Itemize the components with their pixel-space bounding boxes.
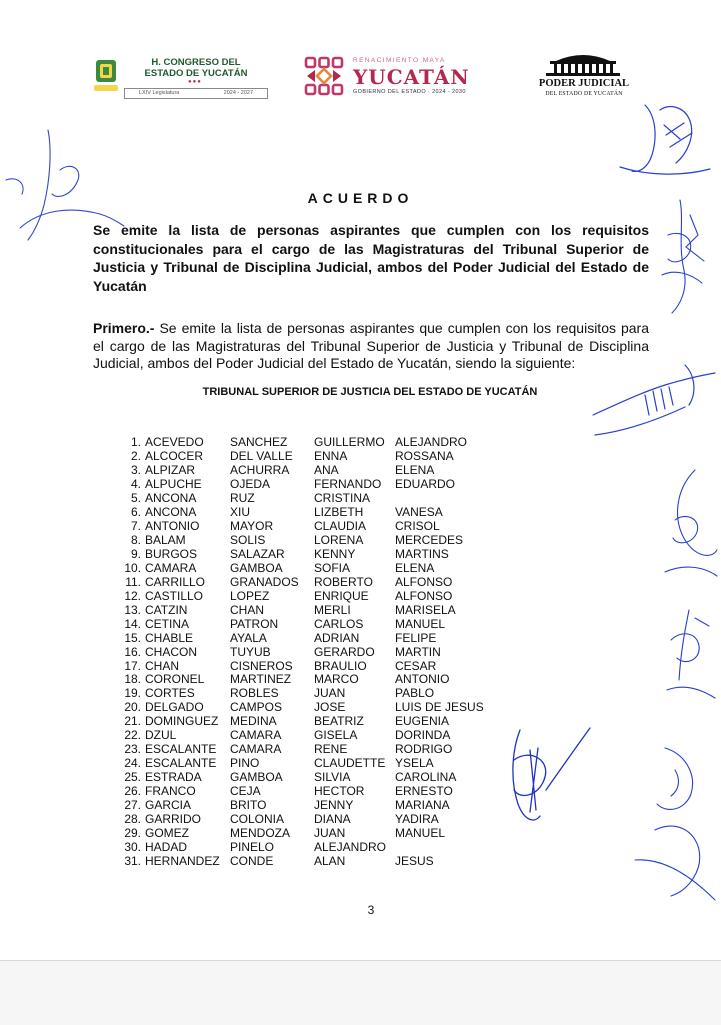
candidate-nombre: JUAN [314,686,346,701]
candidate-segundo-nombre: MARIANA [395,798,450,813]
candidate-apellido-paterno: ANCONA [145,490,197,505]
candidate-apellido-paterno: ESTRADA [145,770,202,785]
candidate-number: 14. [124,616,141,631]
section-title: TRIBUNAL SUPERIOR DE JUSTICIA DEL ESTADO DE YUCATÁN [202,386,538,398]
candidate-nombre: GUILLERMO [314,435,385,449]
signature-right-1-icon [650,195,721,320]
candidate-apellido-paterno: GARCIA [145,798,192,813]
candidate-apellido-materno: BRITO [230,798,267,813]
candidate-nombre: MARCO [314,672,359,687]
candidate-nombre: CRISTINA [314,490,371,505]
candidate-number: 19. [124,686,141,701]
candidate-apellido-materno: CAMARA [230,742,282,757]
candidate-nombre: JUAN [314,826,346,841]
candidate-segundo-nombre: EUGENIA [395,714,450,729]
poder-judicial-logo [538,52,630,106]
candidate-number: 31. [124,854,141,869]
candidate-apellido-paterno: ACEVEDO [145,435,204,449]
candidate-apellido-paterno: ALCOCER [145,448,204,463]
candidate-apellido-paterno: ALPIZAR [145,462,196,477]
candidate-apellido-paterno: CHABLE [145,630,194,645]
candidate-nombre: ENNA [314,448,348,463]
candidate-number: 6. [130,504,141,519]
candidate-apellido-materno: DEL VALLE [230,448,293,463]
candidate-number: 4. [130,476,141,491]
candidate-number: 30. [124,840,141,855]
congreso-legislature-bar [124,88,268,99]
candidate-number: 25. [124,770,141,785]
candidate-apellido-materno: COLONIA [230,812,285,827]
candidate-number: 2. [130,448,141,463]
candidate-apellido-materno: MARTINEZ [230,672,292,687]
page-bottom-margin [0,960,721,1025]
candidate-apellido-paterno: CHACON [145,644,198,659]
candidate-segundo-nombre: MANUEL [395,616,446,631]
candidate-segundo-nombre: ANTONIO [395,672,450,687]
candidate-apellido-paterno: GARRIDO [145,812,202,827]
candidate-number: 9. [130,546,141,561]
candidate-segundo-nombre: MARTIN [395,644,441,659]
candidate-number: 18. [124,672,141,687]
candidate-apellido-paterno: DOMINGUEZ [145,714,219,729]
yucatan-emblem-icon [303,55,345,97]
candidate-segundo-nombre: CAROLINA [395,770,457,785]
candidate-nombre: ALAN [314,854,346,869]
candidate-segundo-nombre: CRISOL [395,518,440,533]
judicial-building-icon [542,52,624,76]
candidate-apellido-materno: ROBLES [230,686,279,701]
candidate-apellido-paterno: CASTILLO [145,588,204,603]
congreso-seal-icon [94,59,118,93]
candidate-apellido-paterno: HERNANDEZ [145,854,220,869]
congreso-title [126,57,266,79]
congreso-legislature: LXIV Legislatura [139,90,180,96]
candidate-apellido-materno: CAMARA [230,728,282,743]
candidate-apellido-materno: CONDE [230,854,274,869]
candidate-nombre: ALEJANDRO [314,840,387,855]
candidate-nombre: SILVIA [314,770,351,785]
candidate-nombre: DIANA [314,812,351,827]
candidate-number: 10. [124,560,141,575]
candidate-number: 21. [124,714,141,729]
candidate-segundo-nombre: MARTINS [395,546,449,561]
candidate-apellido-paterno: CORTES [145,686,195,701]
candidate-nombre: BRAULIO [314,658,367,673]
candidate-apellido-paterno: ANTONIO [145,518,200,533]
document-heading: ACUERDO [307,190,414,206]
candidate-apellido-materno: GRANADOS [230,574,299,589]
candidate-apellido-materno: TUYUB [230,644,271,659]
candidate-apellido-materno: GAMBOA [230,560,283,575]
candidate-apellido-paterno: CORONEL [145,672,205,687]
candidate-segundo-nombre: MERCEDES [395,532,464,547]
candidate-nombre: ADRIAN [314,630,360,645]
candidate-segundo-nombre: ALFONSO [395,588,453,603]
candidate-apellido-materno: PINO [230,756,260,771]
candidate-apellido-materno: CHAN [230,602,265,617]
candidate-segundo-nombre: VANESA [395,504,443,519]
candidate-apellido-paterno: CHAN [145,658,180,673]
candidate-number: 22. [124,728,141,743]
candidate-segundo-nombre: FELIPE [395,630,437,645]
candidate-number: 16. [124,644,141,659]
primero-paragraph [93,320,649,373]
candidate-segundo-nombre: LUIS DE JESUS [395,700,484,715]
candidate-apellido-paterno: ESCALANTE [145,742,217,757]
candidate-nombre: JOSE [314,700,346,715]
candidate-apellido-paterno: ANCONA [145,504,197,519]
candidate-nombre: HECTOR [314,784,365,799]
congreso-title-line2: ESTADO DE YUCATÁN [144,68,248,79]
candidate-number: 27. [124,798,141,813]
candidate-apellido-paterno: GOMEZ [145,826,189,841]
candidate-segundo-nombre: JESUS [395,854,434,869]
candidate-apellido-materno: MENDOZA [230,826,290,841]
candidate-apellido-materno: PINELO [230,840,275,855]
candidate-number: 17. [124,658,141,673]
primero-text: Se emite la lista de personas aspirantes que cumplen con los requisitos para el cargo de las Magistraturas del Tribunal Superior de Justicia y Tribunal de Disciplina Judicial, ambos del Poder Judicial del Estado de Yucatán, siendo la siguiente: [93,320,649,371]
candidate-number: 15. [124,630,141,645]
candidate-apellido-paterno: ALPUCHE [145,476,202,491]
signature-right-3-icon [655,460,721,590]
candidate-number: 11. [125,574,141,589]
candidate-apellido-paterno: CETINA [145,616,190,631]
poder-judicial-subtitle: DEL ESTADO DE YUCATÁN [545,91,623,97]
candidate-apellido-paterno: ESCALANTE [145,756,217,771]
candidate-apellido-paterno: HADAD [145,840,188,855]
poder-judicial-title: PODER JUDICIAL [538,78,630,89]
candidate-apellido-paterno: BURGOS [145,546,198,561]
candidate-apellido-paterno: CAMARA [145,560,197,575]
candidate-segundo-nombre: YSELA [395,756,434,771]
candidate-segundo-nombre: ELENA [395,462,435,477]
candidate-nombre: CARLOS [314,616,364,631]
candidate-apellido-materno: CAMPOS [230,700,283,715]
document-intro: Se emite la lista de personas aspirantes que cumplen con los requisitos constitucionales para el cargo de las Magistraturas del Tribunal Superior de Justicia y Tribunal de Disciplina Judicial, ambos del Poder Judicial del Estado de Yucatán [93,222,649,294]
candidate-nombre: SOFIA [314,560,351,575]
candidate-nombre: ANA [314,462,339,477]
candidate-nombre: ENRIQUE [314,588,369,603]
candidate-apellido-paterno: BALAM [145,532,186,547]
candidate-number: 1. [130,435,141,449]
candidate-nombre: MERLI [314,602,351,617]
candidate-number: 23. [124,742,141,757]
candidate-apellido-materno: SANCHEZ [230,435,288,449]
candidate-segundo-nombre: EDUARDO [395,476,456,491]
signature-top-right-icon [600,95,715,180]
candidate-segundo-nombre: ALEJANDRO [395,435,468,449]
candidate-segundo-nombre: RODRIGO [395,742,453,757]
candidate-nombre: KENNY [314,546,356,561]
candidate-segundo-nombre: PABLO [395,686,435,701]
candidate-number: 20. [124,700,141,715]
page-number: 3 [367,903,375,917]
candidate-apellido-paterno: CARRILLO [145,574,206,589]
candidate-apellido-materno: CEJA [230,784,261,799]
yucatan-tagline: RENACIMIENTO MAYA [353,57,446,64]
candidate-apellido-paterno: DELGADO [145,700,204,715]
candidate-apellido-materno: ACHURRA [230,462,290,477]
candidate-nombre: LIZBETH [314,504,364,519]
yucatan-name: YUCATÁN [353,65,470,89]
candidate-number: 3. [130,462,141,477]
signature-right-4-icon [655,600,721,710]
candidate-number: 7. [130,518,141,533]
candidate-apellido-materno: AYALA [230,630,267,645]
candidate-number: 24. [124,756,141,771]
candidate-number: 5. [130,490,141,505]
congreso-logo [94,55,266,101]
gobierno-yucatan-logo [303,55,473,101]
congreso-dots: ●●● [188,79,202,85]
candidate-segundo-nombre: ROSSANA [395,448,454,463]
candidate-segundo-nombre: MARISELA [395,602,456,617]
candidate-apellido-materno: OJEDA [230,476,271,491]
yucatan-subtitle: GOBIERNO DEL ESTADO · 2024 - 2030 [353,89,466,95]
candidate-number: 29. [124,826,141,841]
candidate-apellido-materno: MAYOR [230,518,274,533]
candidate-segundo-nombre: MANUEL [395,826,446,841]
candidate-nombre: ROBERTO [314,574,373,589]
candidate-segundo-nombre: ERNESTO [395,784,453,799]
candidate-nombre: CLAUDETTE [314,756,386,771]
candidate-number: 13. [124,602,141,617]
candidate-nombre: FERNANDO [314,476,382,491]
candidate-apellido-materno: LOPEZ [230,588,270,603]
signature-center-icon [500,720,600,830]
candidate-number: 26. [124,784,141,799]
candidate-apellido-materno: CISNEROS [230,658,293,673]
signature-bottom-right-icon [625,740,721,915]
candidate-segundo-nombre: YADIRA [395,812,439,827]
candidate-apellido-materno: XIU [230,504,251,519]
candidate-nombre: CLAUDIA [314,518,367,533]
candidate-apellido-materno: SALAZAR [230,546,285,561]
candidate-nombre: GISELA [314,728,358,743]
candidate-nombre: RENE [314,742,348,757]
candidate-apellido-materno: RUZ [230,490,255,505]
candidate-segundo-nombre: ELENA [395,560,435,575]
candidate-segundo-nombre: CESAR [395,658,437,673]
candidate-apellido-paterno: DZUL [145,728,177,743]
congreso-period: 2024 - 2027 [223,90,253,96]
candidate-segundo-nombre: ALFONSO [395,574,453,589]
candidate-apellido-materno: MEDINA [230,714,277,729]
candidate-apellido-materno: SOLIS [230,532,266,547]
candidate-number: 28. [124,812,141,827]
candidate-number: 8. [130,532,141,547]
candidate-number: 12. [124,588,141,603]
candidate-apellido-materno: GAMBOA [230,770,283,785]
candidate-nombre: BEATRIZ [314,714,364,729]
candidate-segundo-nombre: DORINDA [395,728,451,743]
candidate-apellido-materno: PATRON [230,616,279,631]
primero-label: Primero.- [93,320,155,336]
candidate-apellido-paterno: CATZIN [145,602,188,617]
candidate-nombre: JENNY [314,798,354,813]
candidate-nombre: LORENA [314,532,364,547]
congreso-title-line1: H. CONGRESO DEL [151,57,241,68]
candidate-apellido-paterno: FRANCO [145,784,196,799]
candidate-nombre: GERARDO [314,644,375,659]
